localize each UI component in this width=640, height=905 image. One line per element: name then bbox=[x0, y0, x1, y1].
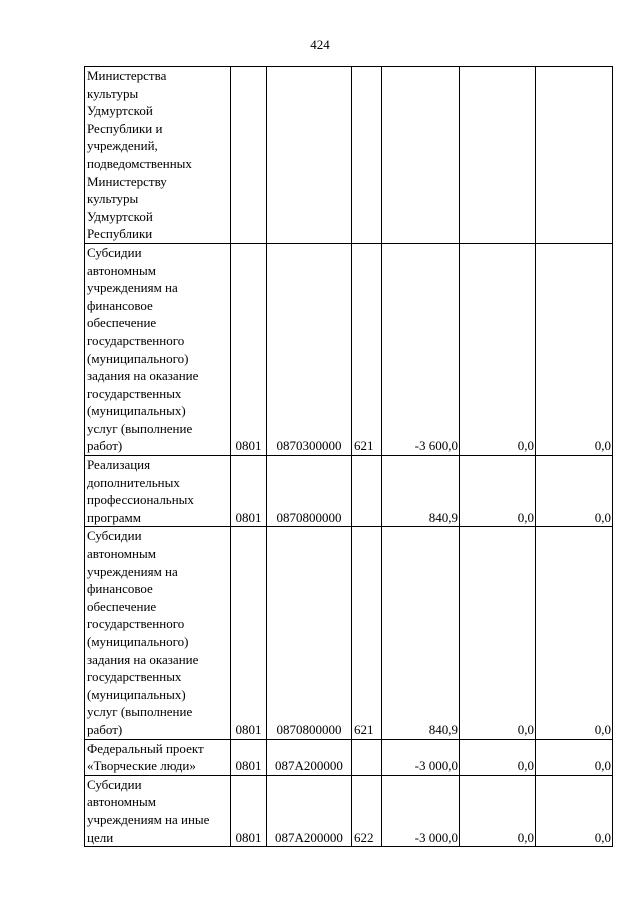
row-name: Реализация дополнительных профессиональных программ bbox=[85, 456, 231, 527]
section-code: 0801 bbox=[231, 456, 267, 527]
amount-2 bbox=[460, 67, 536, 244]
amount-2: 0,0 bbox=[460, 739, 536, 775]
table-row bbox=[85, 456, 613, 527]
amount-2: 0,0 bbox=[460, 243, 536, 455]
row-name: Субсидии автономным учреждениям на иные цели bbox=[85, 775, 231, 846]
amount-2: 0,0 bbox=[460, 527, 536, 739]
amount-3: 0,0 bbox=[536, 739, 613, 775]
section-code: 0801 bbox=[231, 527, 267, 739]
table-row bbox=[85, 67, 613, 244]
amount-1 bbox=[382, 67, 460, 244]
expense-type-code: 621 bbox=[352, 243, 382, 455]
amount-1: 840,9 bbox=[382, 456, 460, 527]
table-row bbox=[85, 527, 613, 739]
table-row bbox=[85, 243, 613, 455]
amount-1: -3 000,0 bbox=[382, 775, 460, 846]
expense-type-code bbox=[352, 739, 382, 775]
row-name: Субсидии автономным учреждениям на финансовое обеспечение государственного (муниципального) задания на оказание государственных (муниципальных) услуг (выполнение работ) bbox=[85, 527, 231, 739]
amount-1: -3 000,0 bbox=[382, 739, 460, 775]
section-code: 0801 bbox=[231, 775, 267, 846]
amount-2: 0,0 bbox=[460, 456, 536, 527]
target-article-code: 0870800000 bbox=[267, 456, 352, 527]
section-code: 0801 bbox=[231, 739, 267, 775]
expense-type-code: 622 bbox=[352, 775, 382, 846]
row-name: Субсидии автономным учреждениям на финансовое обеспечение государственного (муниципального) задания на оказание государственных (муниципальных) услуг (выполнение работ) bbox=[85, 243, 231, 455]
amount-3: 0,0 bbox=[536, 775, 613, 846]
target-article-code: 0870800000 bbox=[267, 527, 352, 739]
expense-type-code bbox=[352, 67, 382, 244]
budget-table bbox=[84, 66, 613, 847]
target-article-code: 087A200000 bbox=[267, 739, 352, 775]
section-code bbox=[231, 67, 267, 244]
expense-type-code: 621 bbox=[352, 527, 382, 739]
table-row bbox=[85, 775, 613, 846]
target-article-code: 0870300000 bbox=[267, 243, 352, 455]
amount-3: 0,0 bbox=[536, 243, 613, 455]
amount-2: 0,0 bbox=[460, 775, 536, 846]
page-number: 424 bbox=[310, 37, 330, 52]
amount-3 bbox=[536, 67, 613, 244]
amount-1: 840,9 bbox=[382, 527, 460, 739]
target-article-code bbox=[267, 67, 352, 244]
expense-type-code bbox=[352, 456, 382, 527]
amount-3: 0,0 bbox=[536, 456, 613, 527]
amount-1: -3 600,0 bbox=[382, 243, 460, 455]
target-article-code: 087A200000 bbox=[267, 775, 352, 846]
amount-3: 0,0 bbox=[536, 527, 613, 739]
row-name: Федеральный проект «Творческие люди» bbox=[85, 739, 231, 775]
section-code: 0801 bbox=[231, 243, 267, 455]
row-name: Министерства культуры Удмуртской Республики и учреждений, подведомственных Министерству культуры Удмуртской Республики bbox=[85, 67, 231, 244]
table-row bbox=[85, 739, 613, 775]
